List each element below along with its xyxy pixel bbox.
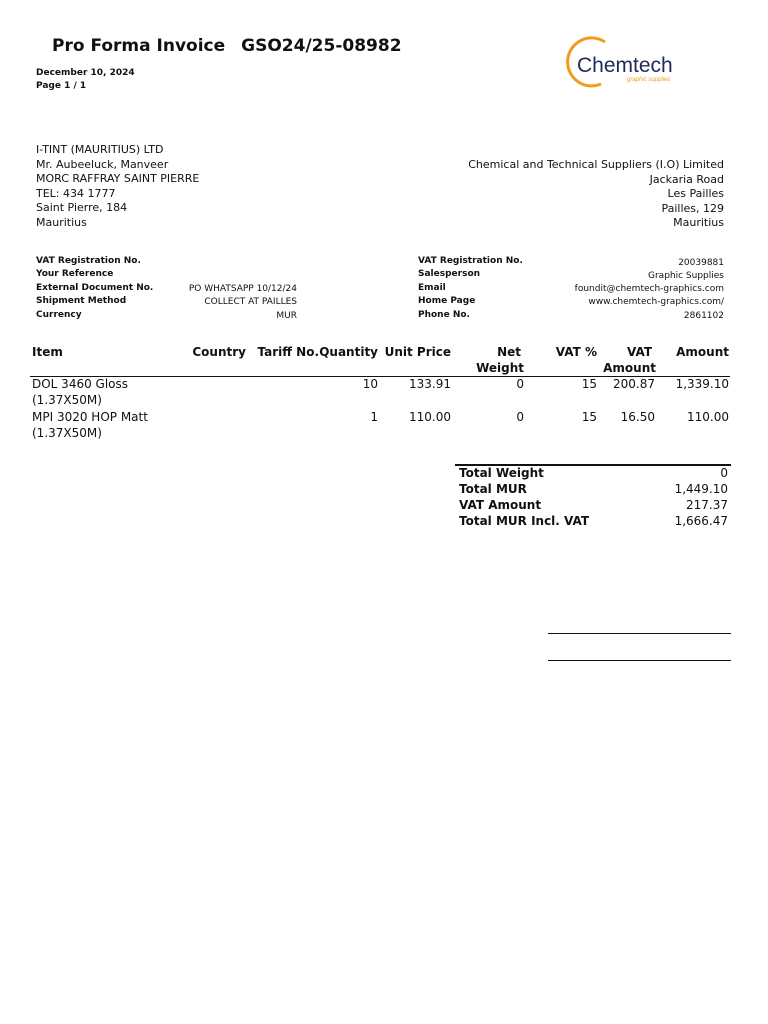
- customer-address: [36, 143, 199, 230]
- item-vat-amount: 200.87: [613, 377, 655, 391]
- customer-line: TEL: 434 1777: [36, 186, 116, 200]
- col-vat-pct: VAT %: [555, 345, 597, 359]
- customer-line: MORC RAFFRAY SAINT PIERRE: [36, 172, 200, 185]
- item-size: (1.37X50M): [32, 426, 102, 440]
- item-amount: 1,339.10: [675, 377, 729, 391]
- col-tariff: Tariff No.: [257, 345, 319, 359]
- total-label: VAT Amount: [459, 498, 542, 512]
- total-label: Total MUR: [459, 482, 527, 496]
- item-vat-pct: 15: [581, 377, 597, 391]
- supplier-address: [468, 158, 724, 231]
- item-quantity: 1: [370, 410, 378, 424]
- info-label: Currency: [36, 310, 82, 320]
- info-label: Email: [418, 283, 446, 293]
- col-net-weight: Weight: [476, 361, 524, 375]
- supplier-line: Mauritius: [673, 216, 724, 229]
- chemtech-logo: [565, 36, 685, 88]
- logo-tagline: graphic supplies: [627, 77, 671, 83]
- signature-line: [548, 633, 731, 634]
- logo-wordmark: Chemtech: [577, 54, 673, 77]
- supplier-line: Pailles, 129: [661, 201, 724, 215]
- item-description: DOL 3460 Gloss: [32, 377, 129, 391]
- info-value: 2861102: [683, 311, 724, 321]
- total-value: 0: [720, 466, 728, 480]
- item-unit-price: 133.91: [409, 377, 451, 391]
- col-unit-price: Unit Price: [384, 345, 451, 359]
- col-country: Country: [192, 345, 246, 359]
- customer-line: Mauritius: [36, 215, 87, 229]
- info-label: Your Reference: [36, 269, 114, 279]
- customer-line: Saint Pierre, 184: [36, 201, 128, 214]
- document-date: December 10, 2024: [36, 68, 135, 78]
- info-value: MUR: [276, 311, 297, 321]
- supplier-line: Chemical and Technical Suppliers (I.O) Limited: [468, 158, 724, 171]
- item-net-weight: 0: [516, 410, 524, 424]
- info-label: Salesperson: [418, 269, 481, 279]
- info-label: External Document No.: [36, 283, 154, 293]
- item-vat-pct: 15: [581, 410, 597, 424]
- col-vat-amount: VAT: [626, 345, 652, 359]
- total-label: Total MUR Incl. VAT: [459, 514, 590, 528]
- info-value: foundit@chemtech-graphics.com: [574, 284, 724, 294]
- info-value: PO WHATSAPP 10/12/24: [188, 284, 297, 294]
- document-title: [52, 36, 418, 56]
- doc-type: Pro Forma Invoice: [52, 36, 226, 56]
- col-amount: Amount: [676, 345, 729, 359]
- info-value: www.chemtech-graphics.com/: [588, 297, 724, 307]
- total-label: Total Weight: [459, 466, 544, 480]
- item-quantity: 10: [362, 377, 378, 391]
- customer-line: I-TINT (MAURITIUS) LTD: [36, 143, 164, 156]
- item-description: MPI 3020 HOP Matt: [32, 410, 148, 424]
- total-value: 217.37: [686, 498, 728, 512]
- info-value: 20039881: [678, 258, 724, 268]
- customer-line: Mr. Aubeeluck, Manveer: [36, 157, 169, 171]
- item-net-weight: 0: [516, 377, 524, 391]
- info-label: Home Page: [418, 296, 476, 306]
- col-vat-amount: Amount: [603, 361, 656, 375]
- info-label: Shipment Method: [36, 296, 127, 306]
- info-value: Graphic Supplies: [648, 271, 724, 281]
- item-size: (1.37X50M): [32, 393, 102, 407]
- item-amount: 110.00: [687, 410, 729, 424]
- supplier-line: Les Pailles: [667, 187, 724, 200]
- info-label: Phone No.: [418, 310, 470, 320]
- info-label: VAT Registration No.: [36, 256, 141, 266]
- total-value: 1,666.47: [674, 514, 728, 528]
- col-quantity: Quantity: [319, 345, 378, 359]
- supplier-line: Jackaria Road: [649, 172, 724, 186]
- col-net-weight: Net: [497, 345, 521, 359]
- item-unit-price: 110.00: [409, 410, 451, 424]
- doc-number: GSO24/25-08982: [241, 36, 402, 56]
- info-label: VAT Registration No.: [418, 256, 523, 266]
- signature-line: [548, 660, 731, 661]
- col-item: Item: [32, 345, 63, 359]
- total-value: 1,449.10: [674, 482, 728, 496]
- info-value: COLLECT AT PAILLES: [204, 297, 297, 307]
- page-indicator: Page 1 / 1: [36, 81, 87, 91]
- item-vat-amount: 16.50: [620, 410, 655, 424]
